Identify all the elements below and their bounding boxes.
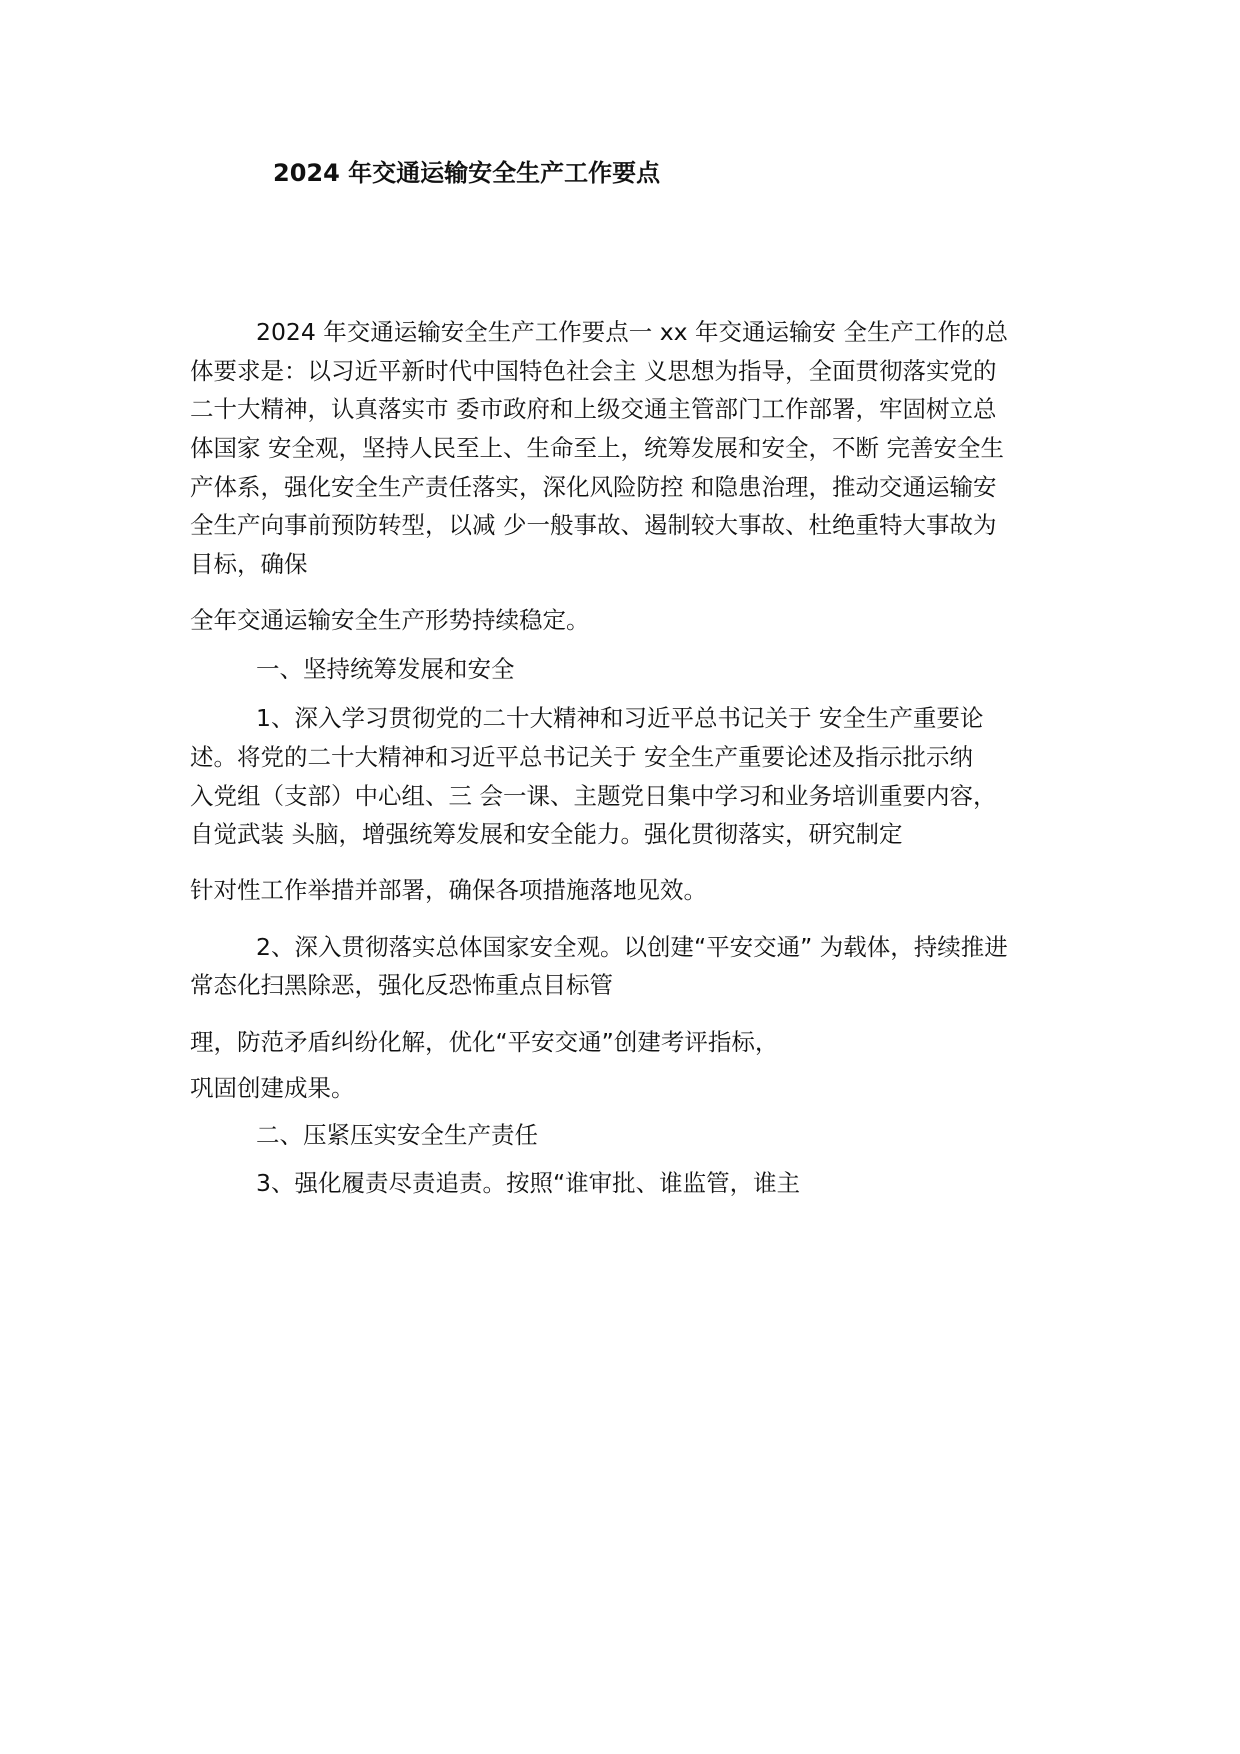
paragraph-line: 入党组（支部）中心组、三 会一课、主题党日集中学习和业务培训重要内容， (190, 782, 997, 810)
paragraph-line: 自觉武装 头脑，增强统筹发展和安全能力。强化贯彻落实，研究制定 (190, 820, 903, 848)
paragraph-line: 全年交通运输安全生产形势持续稳定。 (190, 606, 590, 634)
paragraph-line: 2、深入贯彻落实总体国家安全观。以创建“平安交通” 为载体，持续推进 (256, 933, 1008, 961)
paragraph-line: 2024 年交通运输安全生产工作要点一 xx 年交通运输安 全生产工作的总 (256, 318, 1008, 346)
paragraph-line: 理，防范矛盾纠纷化解，优化“平安交通”创建考评指标， (190, 1028, 779, 1056)
section-heading: 二、压紧压实安全生产责任 (256, 1121, 538, 1149)
paragraph-line: 3、强化履责尽责追责。按照“谁审批、谁监管，谁主 (256, 1169, 801, 1197)
paragraph-line: 体要求是：以习近平新时代中国特色社会主 义思想为指导，全面贯彻落实党的 (190, 357, 997, 385)
paragraph-line: 目标，确保 (190, 550, 308, 578)
paragraph-line: 产体系，强化安全生产责任落实，深化风险防控 和隐患治理，推动交通运输安 (190, 473, 997, 501)
paragraph-line: 体国家 安全观，坚持人民至上、生命至上，统筹发展和安全，不断 完善安全生 (190, 434, 1004, 462)
paragraph-line: 常态化扫黑除恶，强化反恐怖重点目标管 (190, 971, 613, 999)
paragraph-line: 述。将党的二十大精神和习近平总书记关于 安全生产重要论述及指示批示纳 (190, 743, 973, 771)
section-heading: 一、坚持统筹发展和安全 (256, 655, 515, 683)
document-title: 2024 年交通运输安全生产工作要点 (273, 159, 661, 187)
paragraph-line: 针对性工作举措并部署，确保各项措施落地见效。 (190, 876, 707, 904)
paragraph-line: 1、深入学习贯彻党的二十大精神和习近平总书记关于 安全生产重要论 (256, 704, 984, 732)
paragraph-line: 二十大精神，认真落实市 委市政府和上级交通主管部门工作部署，牢固树立总 (190, 395, 997, 423)
paragraph-line: 全生产向事前预防转型，以减 少一般事故、遏制较大事故、杜绝重特大事故为 (190, 511, 997, 539)
paragraph-line: 巩固创建成果。 (190, 1074, 355, 1102)
